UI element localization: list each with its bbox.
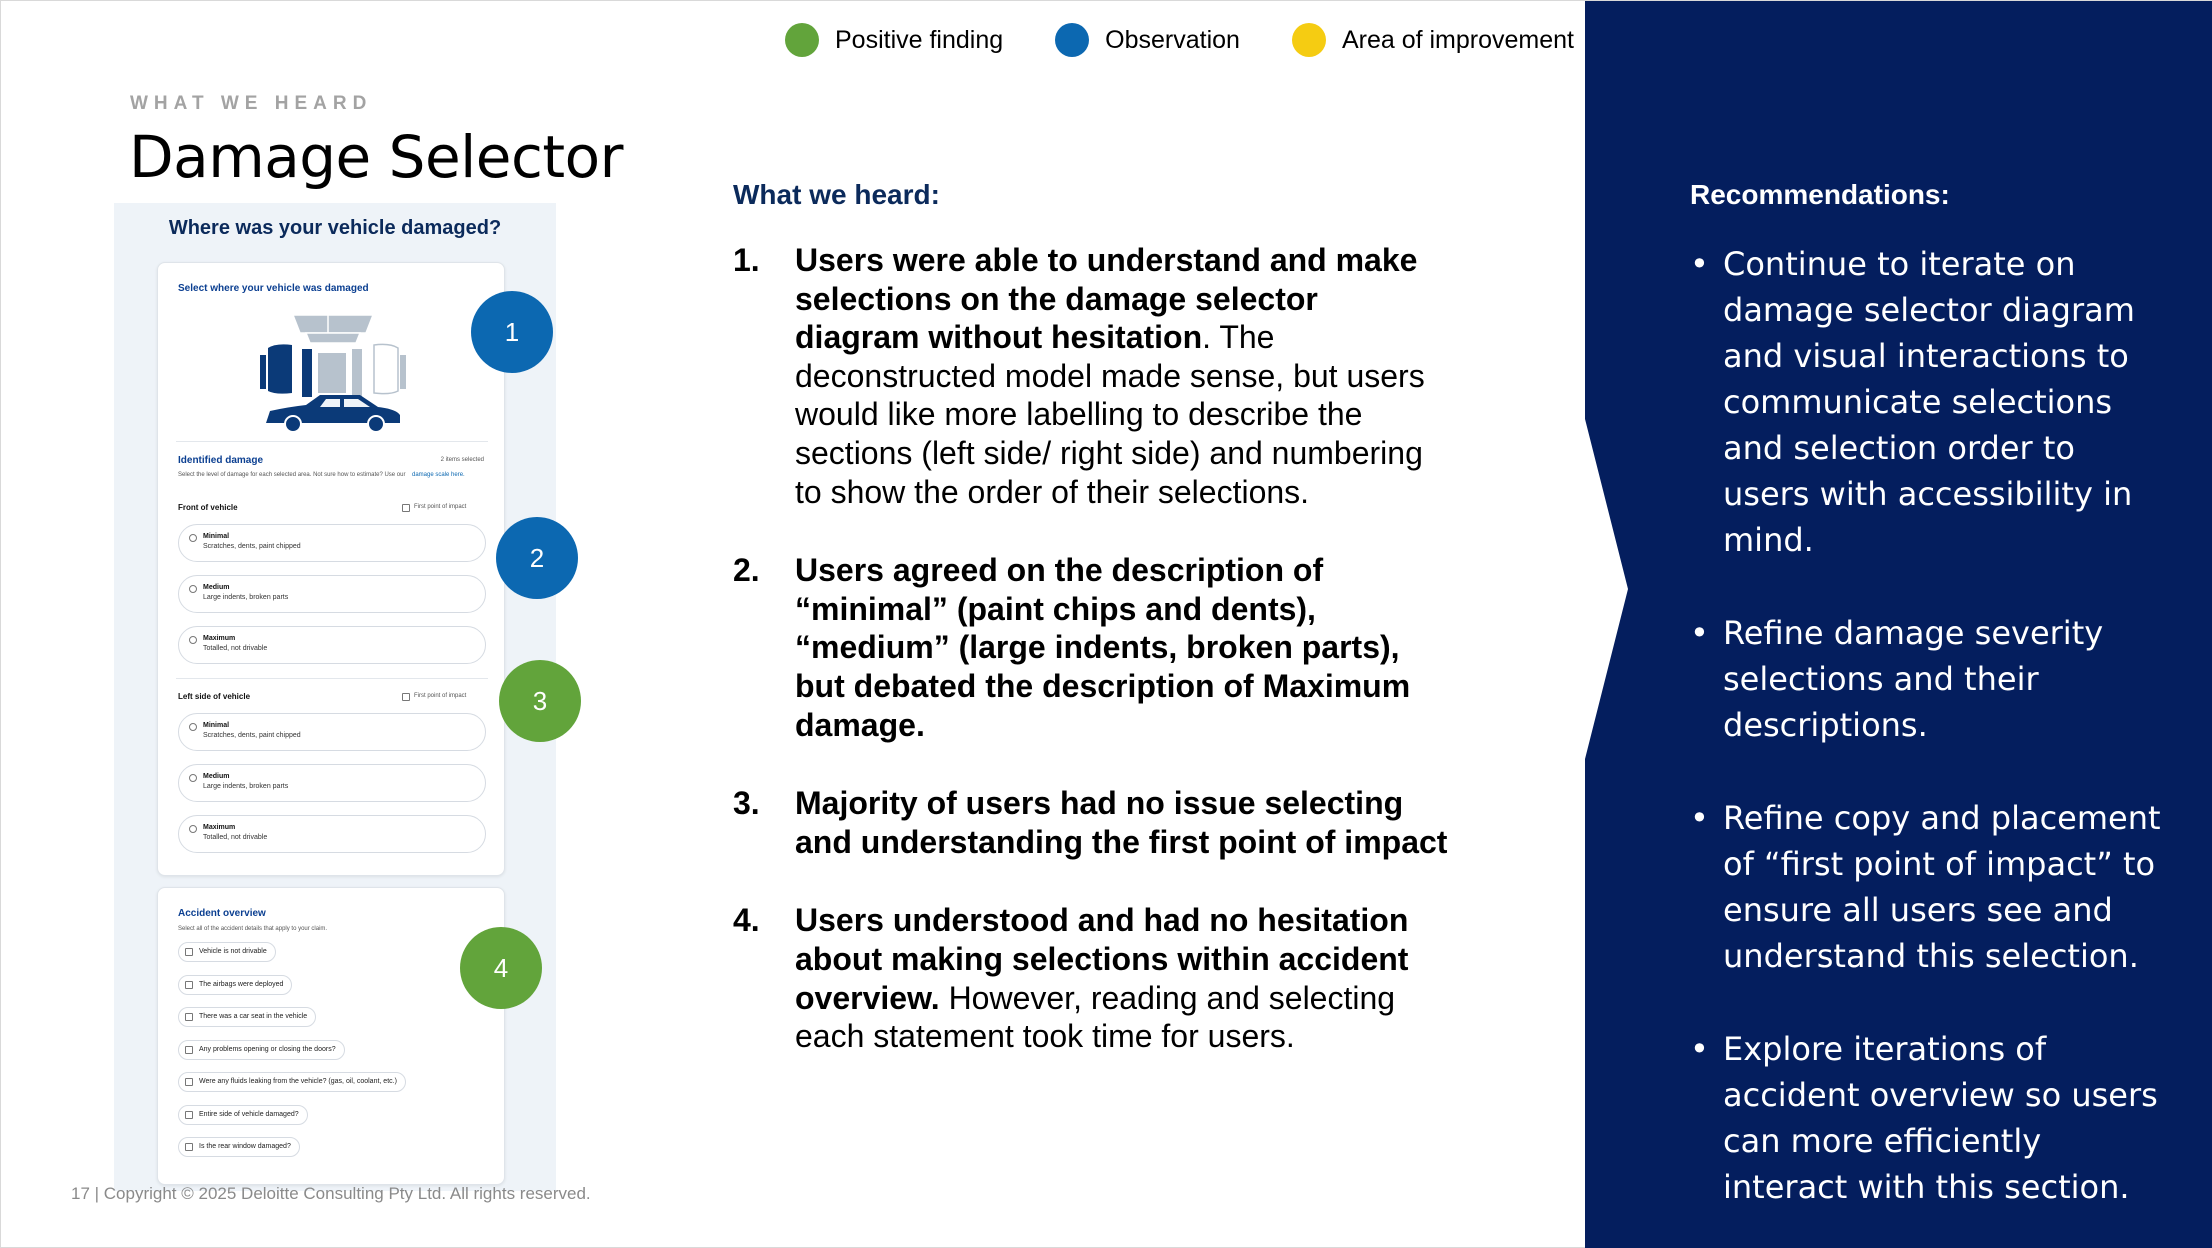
item-text: . The deconstructed model made sense, but users would like more labelling to describe the sections (left side/ right side) and numbering to show the order of their selections. [795, 319, 1425, 510]
bullet-icon: • [1690, 245, 1709, 283]
checkbox-icon [185, 1046, 193, 1054]
item-number: 1. [733, 242, 760, 278]
option-label: Is the rear window damaged? [199, 1143, 291, 1150]
option-label: Entire side of vehicle damaged? [199, 1111, 299, 1118]
recommendation-text: Refine copy and placement of “first point of impact” to ensure all users see and understand this selection. [1723, 799, 2161, 975]
option-desc: Scratches, dents, paint chipped [203, 543, 301, 550]
item-number: 2. [733, 552, 760, 589]
severity-help-text: Select the level of damage for each selected area. Not sure how to estimate? Use our [178, 472, 406, 478]
option-title: Maximum [203, 635, 236, 642]
option-title: Maximum [203, 824, 236, 831]
badge-4: 4 [460, 927, 542, 1009]
legend-item-improvement [1292, 23, 1574, 57]
overview-option[interactable] [178, 1137, 300, 1157]
section-left-label: Left side of vehicle [178, 692, 251, 701]
identified-damage-label: Identified damage [178, 455, 264, 466]
option-desc: Large indents, broken parts [203, 783, 289, 790]
option-title: Minimal [203, 533, 230, 540]
badge-3: 3 [499, 660, 581, 742]
option-maximum[interactable] [178, 626, 486, 664]
heard-item [733, 241, 1448, 511]
checkbox-icon [185, 1078, 193, 1086]
option-medium[interactable] [178, 575, 486, 613]
recommendations-title: Recommendations: [1690, 179, 1950, 210]
section-front-label: Front of vehicle [178, 503, 238, 512]
badge-2: 2 [496, 517, 578, 599]
legend-label: Area of improvement [1341, 25, 1574, 54]
radio-icon [189, 774, 197, 782]
select-area-label: Select where your vehicle was damaged [178, 283, 369, 294]
checkbox-icon [185, 948, 193, 956]
impact-checkbox[interactable] [402, 693, 410, 701]
option-minimal[interactable] [178, 713, 486, 751]
recommendation-text: Continue to iterate on damage selector diagram and visual interactions to communicate selections and selection order to users with accessibility in mind. [1723, 245, 2135, 559]
item-bold-text: Users understood and had no hesitation about making selections within accident overview. [795, 902, 1409, 1016]
items-selected-count: 2 items selected [440, 457, 484, 463]
heard-item [733, 551, 1448, 744]
impact-checkbox[interactable] [402, 504, 410, 512]
overview-option[interactable] [178, 1040, 345, 1060]
positive-dot-icon [785, 23, 819, 57]
radio-icon [189, 825, 197, 833]
legend-item-positive [785, 23, 1003, 57]
divider [176, 678, 488, 679]
radio-icon [189, 636, 197, 644]
bullet-icon: • [1690, 1030, 1709, 1068]
item-number: 3. [733, 785, 760, 822]
option-desc: Scratches, dents, paint chipped [203, 732, 301, 739]
improvement-dot-icon [1292, 23, 1326, 57]
option-desc: Large indents, broken parts [203, 594, 289, 601]
overview-option[interactable] [178, 1072, 406, 1092]
accident-overview-card [157, 887, 505, 1185]
checkbox-icon [185, 1013, 193, 1021]
overview-option[interactable] [178, 1105, 308, 1125]
option-label: There was a car seat in the vehicle [199, 1013, 308, 1020]
impact-label: First point of impact [414, 504, 467, 510]
recommendation-text: Refine damage severity selections and their descriptions. [1723, 614, 2104, 744]
option-label: Were any fluids leaking from the vehicle? (gas, oil, coolant, etc.) [199, 1078, 397, 1085]
recommendation-item [1690, 795, 2170, 979]
radio-icon [189, 585, 197, 593]
radio-icon [189, 534, 197, 542]
checkbox-icon [185, 1111, 193, 1119]
impact-label: First point of impact [414, 693, 467, 699]
legend-label: Observation [1105, 25, 1240, 54]
option-maximum[interactable] [178, 815, 486, 853]
item-number: 4. [733, 902, 760, 939]
recommendation-text: Explore iterations of accident overview so users can more efficiently interact with this section. [1723, 1030, 2158, 1206]
what-we-heard-title: What we heard: [733, 179, 940, 210]
legend [785, 23, 1574, 57]
page-title: Damage Selector [129, 123, 623, 191]
overview-help-text: Select all of the accident details that apply to your claim. [178, 926, 328, 932]
overview-option[interactable] [178, 1007, 316, 1027]
legend-label: Positive finding [835, 25, 1004, 54]
heard-item [733, 784, 1448, 861]
recommendation-item [1690, 610, 2170, 748]
option-desc: Totalled, not drivable [203, 645, 268, 652]
divider [176, 441, 488, 442]
overview-option[interactable] [178, 942, 276, 962]
recommendations-list [1690, 241, 2170, 1248]
option-title: Medium [203, 584, 230, 591]
option-label: Any problems opening or closing the doors? [199, 1046, 336, 1053]
mock-heading: Where was your vehicle damaged? [168, 217, 502, 239]
recommendation-item [1690, 1026, 2170, 1210]
footer-copyright: 17 | Copyright © 2025 Deloitte Consulting Pty Ltd. All rights reserved. [71, 1184, 591, 1203]
badge-1: 1 [471, 291, 553, 373]
item-text: However, reading and selecting each statement took time for users. [795, 979, 1396, 1055]
damage-scale-link[interactable]: damage scale here. [412, 472, 465, 478]
item-bold-text: Users were able to understand and make selections on the damage selector diagram without hesitation [795, 242, 1418, 356]
damage-card [157, 262, 505, 876]
radio-icon [189, 723, 197, 731]
option-label: Vehicle is not drivable [199, 948, 267, 955]
observation-dot-icon [1055, 23, 1089, 57]
option-title: Medium [203, 773, 230, 780]
option-title: Minimal [203, 722, 230, 729]
item-bold-text: Users agreed on the description of “minimal” (paint chips and dents), “medium” (large indents, broken parts), but debated the description of Maximum damage. [795, 552, 1411, 743]
eyebrow-label: WHAT WE HEARD [130, 93, 373, 114]
option-medium[interactable] [178, 764, 486, 802]
recommendation-item [1690, 241, 2170, 563]
legend-item-observation [1055, 23, 1240, 57]
bullet-icon: • [1690, 614, 1709, 652]
overview-option[interactable] [178, 975, 292, 995]
checkbox-icon [185, 1143, 193, 1151]
option-label: The airbags were deployed [199, 981, 284, 988]
checkbox-icon [185, 981, 193, 989]
bullet-icon: • [1690, 799, 1709, 837]
car-diagram-icon [248, 303, 418, 433]
heard-item [733, 901, 1448, 1055]
heard-list [733, 241, 1448, 1096]
option-minimal[interactable] [178, 524, 486, 562]
option-desc: Totalled, not drivable [203, 834, 268, 841]
accident-overview-label: Accident overview [178, 908, 266, 919]
item-bold-text: Majority of users had no issue selecting and understanding the first point of impact [795, 785, 1448, 860]
